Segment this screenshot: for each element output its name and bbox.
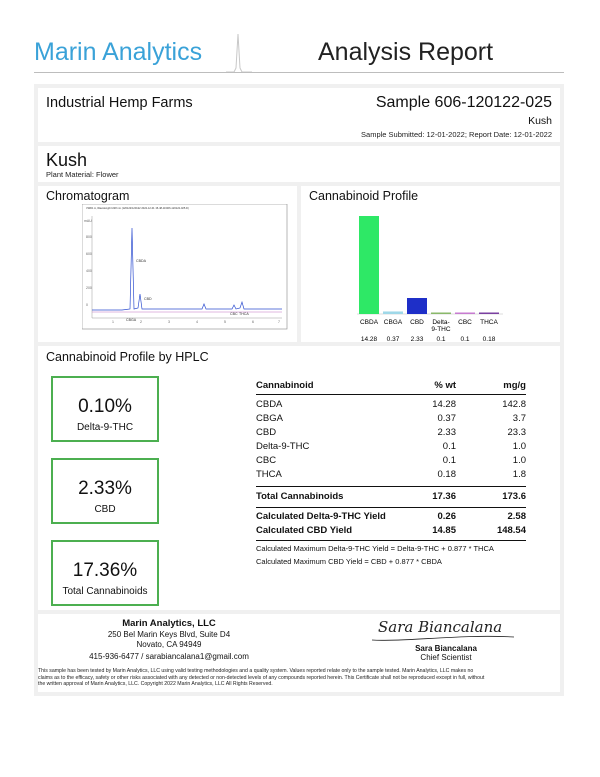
sample-dates — [361, 130, 552, 139]
header-divider — [34, 72, 564, 73]
summary-value: 0.10% — [78, 396, 132, 417]
summary-value: 2.33% — [78, 478, 132, 499]
bar-delta-9-thc — [431, 313, 451, 315]
category-label: 9-THC — [431, 326, 451, 333]
cell-pct: 2.33 — [437, 427, 456, 438]
category-label: Delta- — [432, 319, 450, 326]
bar-cbda — [359, 216, 379, 314]
peak-label: CBGA — [126, 318, 137, 322]
profile-card — [301, 186, 560, 342]
report-title: Analysis Report — [318, 38, 494, 66]
svg-text:7: 7 — [278, 320, 280, 324]
svg-text:mAU: mAU — [84, 219, 92, 223]
report-panel — [34, 84, 564, 696]
sample-name: Kush — [528, 115, 552, 127]
summary-box-thc — [51, 376, 159, 442]
profile-title: Cannabinoid Profile — [309, 189, 419, 203]
cell-pct: 0.37 — [437, 413, 456, 424]
table-row — [256, 399, 526, 413]
svg-text:4: 4 — [196, 320, 198, 324]
category-label: CBD — [410, 319, 424, 326]
signer-title: Chief Scientist — [420, 653, 472, 662]
table-row — [256, 413, 526, 427]
cell-mg: 1.0 — [512, 455, 526, 466]
chromatogram-card — [38, 186, 297, 342]
cell-pct: 14.28 — [432, 399, 456, 410]
chromatogram-trace-label: VWD1 A, Wavelength=228 nm (120122\120122 2022-12-01 15-48-11\606-120122-025.D) — [86, 207, 189, 210]
cell-name: CBC — [256, 455, 277, 466]
svg-text:600: 600 — [86, 252, 92, 256]
disclaimer-line: claims as to the efficacy, safety or other risks associated with any detected or non-detected levels of any compounds reported herein. This Certificate shall not be reproduced except in full, without — [38, 674, 485, 681]
formula-thc: Calculated Maximum Delta-9-THC Yield = Delta-9-THC + 0.877 * THCA — [256, 544, 494, 553]
plant-material: Plant Material: Flower — [46, 170, 119, 179]
header-mg: mg/g — [503, 380, 526, 391]
value-label: 0.37 — [386, 336, 400, 342]
hplc-card — [38, 346, 560, 610]
cell-mg: 142.8 — [502, 399, 526, 410]
svg-text:2: 2 — [140, 320, 142, 324]
category-label: CBDA — [359, 319, 379, 326]
cell-name: Total Cannabinoids — [256, 491, 344, 502]
summary-label: Delta-9-THC — [76, 422, 134, 433]
signer-block — [396, 644, 496, 662]
bar-cbga — [383, 311, 403, 314]
chromatogram-title: Chromatogram — [46, 189, 130, 203]
company-name: Marin Analytics, LLC — [122, 618, 216, 629]
address-line-2: Novato, CA 94949 — [136, 640, 202, 649]
cell-pct: 0.26 — [437, 511, 456, 522]
cell-pct: 17.36 — [432, 491, 456, 502]
cell-mg: 1.0 — [512, 441, 526, 452]
cell-name: CBGA — [256, 413, 283, 424]
chromatogram-plot — [82, 204, 288, 330]
hplc-table — [256, 380, 526, 570]
yield-divider — [256, 507, 526, 508]
cell-name: CBDA — [256, 399, 283, 410]
header-cannabinoid: Cannabinoid — [256, 380, 314, 391]
contact-line: 415-936-6477 / sarabiancalana1@gmail.com — [89, 652, 249, 661]
value-label: 0.1 — [460, 336, 470, 342]
cell-mg: 1.8 — [512, 469, 526, 480]
svg-text:6: 6 — [252, 320, 254, 324]
value-label: 0.18 — [482, 336, 496, 342]
disclaimer-line: the written approval of Marin Analytics, LLC. Copyright 2022 Marin Analytics, LLC All Rights Reserved. — [38, 681, 273, 687]
svg-text:5: 5 — [224, 320, 226, 324]
brand-name: Marin Analytics — [34, 38, 203, 66]
address-line-1: 250 Bel Marin Keys Blvd, Suite D4 — [107, 630, 231, 639]
signature: Sara Biancalana — [378, 618, 503, 636]
total-row — [256, 491, 526, 505]
formula-divider — [256, 540, 526, 541]
cell-name: Calculated CBD Yield — [256, 525, 353, 536]
svg-text:1: 1 — [112, 320, 114, 324]
cell-mg: 2.58 — [507, 511, 526, 522]
bar-cbd — [407, 298, 427, 314]
product-name: Kush — [46, 150, 88, 170]
summary-label: CBD — [94, 504, 116, 515]
cell-mg: 173.6 — [502, 491, 526, 502]
bar-cbc — [455, 313, 475, 315]
peak-label: CBC — [230, 312, 238, 316]
cell-mg: 148.54 — [496, 525, 526, 536]
category-label: THCA — [480, 319, 498, 326]
svg-text:400: 400 — [86, 269, 92, 273]
thc-yield-row — [256, 511, 526, 525]
cell-pct: 0.1 — [442, 455, 456, 466]
header-underline — [256, 394, 526, 395]
disclaimer-line: This sample has been tested by Marin Analytics, LLC using valid testing methodologies and a quality system. Values reported relate only to the sample tested. Marin Analytics, LLC makes no — [38, 668, 474, 674]
signature-flourish — [368, 628, 518, 644]
summary-box-total — [51, 540, 159, 606]
summary-label: Total Cannabinoids — [62, 586, 148, 597]
cbd-yield-row — [256, 525, 526, 539]
table-row — [256, 441, 526, 455]
total-divider — [256, 486, 526, 487]
disclaimer — [38, 668, 562, 688]
report-date: Report Date: 12-01-2022 — [469, 130, 552, 139]
client-name: Industrial Hemp Farms — [46, 95, 193, 111]
table-row — [256, 469, 526, 483]
cell-pct: 0.18 — [437, 469, 456, 480]
peak-label: THCA — [239, 312, 249, 316]
category-label: CBGA — [383, 319, 403, 326]
header-pct: % wt — [434, 380, 456, 391]
peak-label: CBD — [144, 297, 152, 301]
hplc-title: Cannabinoid Profile by HPLC — [46, 350, 209, 364]
cell-name: THCA — [256, 469, 282, 480]
profile-bar-chart — [301, 186, 560, 342]
table-header — [256, 380, 526, 394]
sample-id: Sample 606-120122-025 — [375, 94, 552, 111]
value-label: 14.28 — [360, 336, 378, 342]
summary-box-cbd — [51, 458, 159, 524]
client-card — [38, 88, 560, 142]
signer-name: Sara Biancalana — [415, 644, 477, 653]
summary-value: 17.36% — [72, 560, 138, 581]
submitted-date: Sample Submitted: 12-01-2022; — [361, 130, 467, 139]
value-label: 2.33 — [410, 336, 424, 342]
cell-mg: 23.3 — [507, 427, 526, 438]
cell-name: Delta-9-THC — [256, 441, 310, 452]
value-label: 0.1 — [436, 336, 446, 342]
cell-name: Calculated Delta-9-THC Yield — [256, 511, 386, 522]
cell-name: CBD — [256, 427, 277, 438]
svg-text:3: 3 — [168, 320, 170, 324]
formula-cbd: Calculated Maximum CBD Yield = CBD + 0.877 * CBDA — [256, 557, 442, 566]
product-card — [38, 146, 560, 182]
svg-text:0: 0 — [86, 303, 88, 307]
table-row — [256, 455, 526, 469]
svg-text:800: 800 — [86, 235, 92, 239]
svg-text:200: 200 — [86, 286, 92, 290]
logo-peak-icon — [226, 28, 252, 74]
contact-block — [84, 618, 254, 661]
cell-pct: 14.85 — [432, 525, 456, 536]
table-row — [256, 427, 526, 441]
bar-thca — [479, 313, 499, 315]
cell-pct: 0.1 — [442, 441, 456, 452]
cell-mg: 3.7 — [512, 413, 526, 424]
peak-label: CBDA — [136, 259, 146, 263]
category-label: CBC — [458, 319, 472, 326]
